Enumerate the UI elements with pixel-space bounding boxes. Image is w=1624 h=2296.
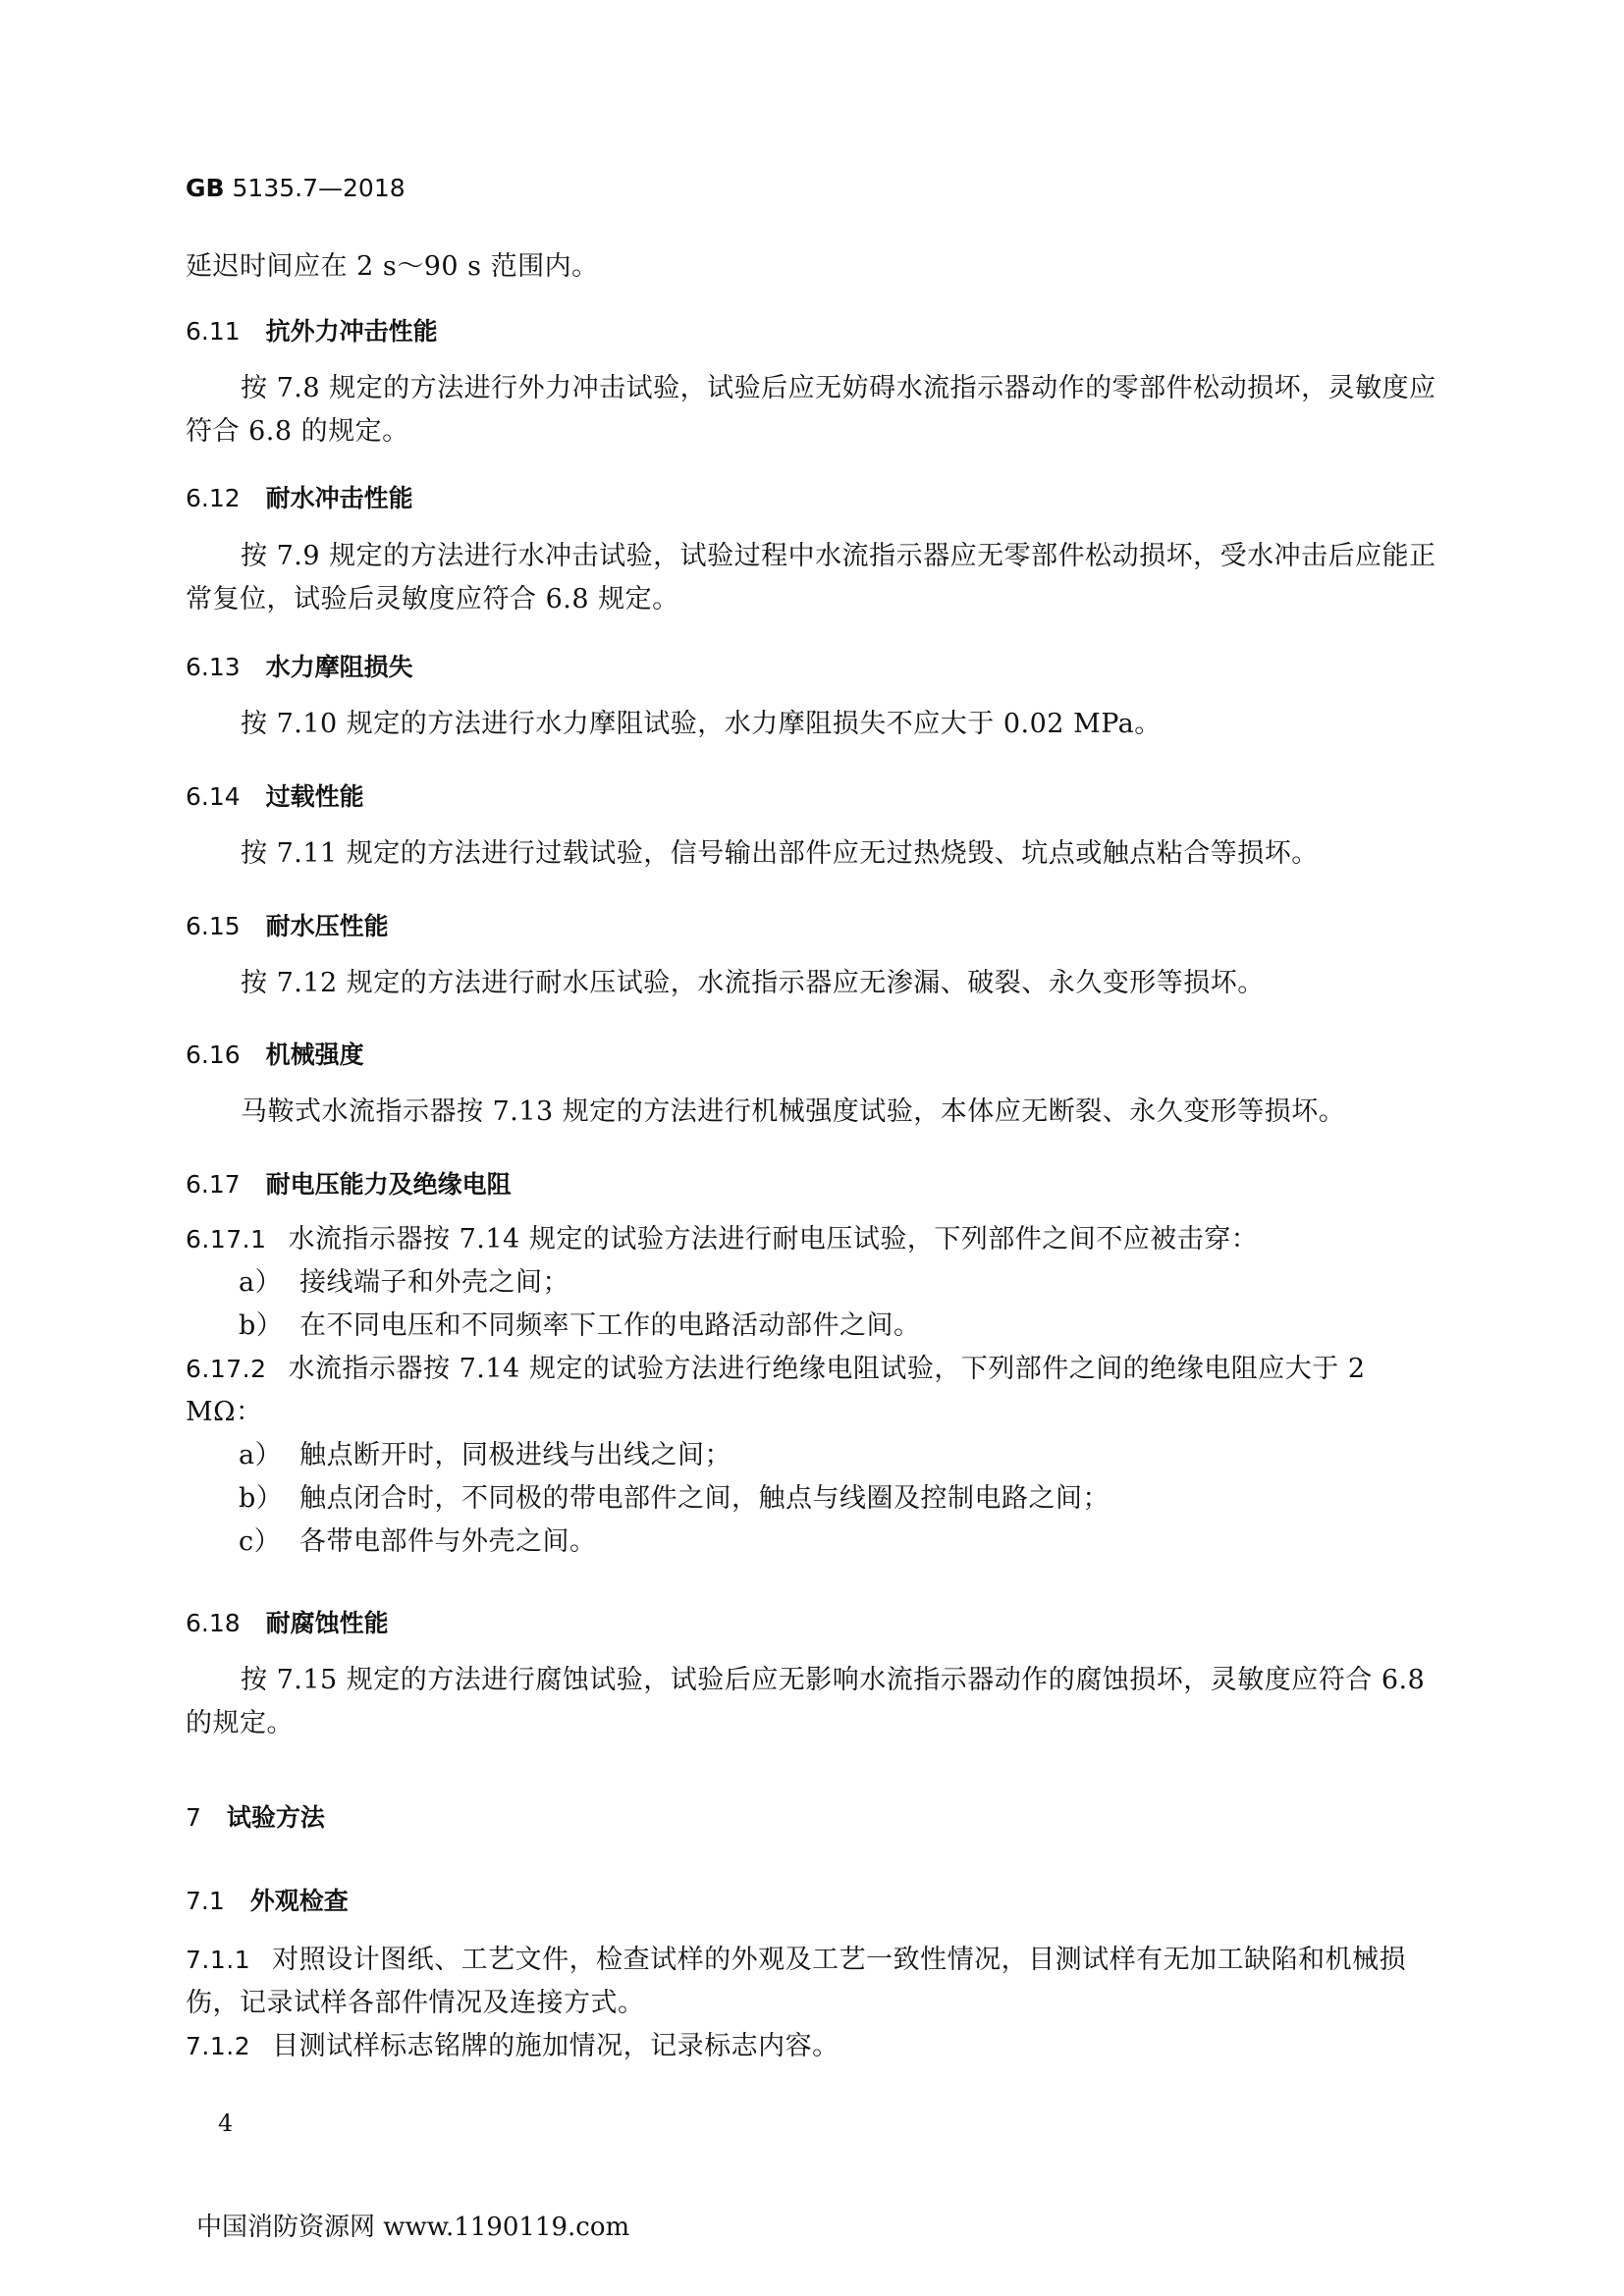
section-title: 耐电压能力及绝缘电阻 (265, 1170, 512, 1199)
list-item-text: 各带电部件与外壳之间。 (299, 1526, 597, 1557)
section-title: 机械强度 (265, 1041, 364, 1069)
section-number: 6.15 (186, 912, 241, 940)
list-item (239, 1434, 731, 1477)
clause-text: 水流指示器按 7.14 规定的试验方法进行绝缘电阻试验，下列部件之间的绝缘电阻应大于 2 MΩ： (186, 1354, 1366, 1427)
clause-6-17-1 (186, 1218, 1448, 1261)
clause-text: 对照设计图纸、工艺文件，检查试样的外观及工艺一致性情况，目测试样有无加工缺陷和机械损伤，记录试样各部件情况及连接方式。 (186, 1945, 1407, 2018)
standard-number: 5135.7—2018 (232, 174, 406, 202)
section-number: 7.1 (186, 1887, 225, 1915)
clause-number: 6.17.2 (186, 1355, 267, 1383)
list-item (239, 1521, 597, 1564)
section-body: 按 7.15 规定的方法进行腐蚀试验，试验后应无影响水流指示器动作的腐蚀损坏，灵敏度应符合 6.8 的规定。 (186, 1665, 1426, 1738)
chapter-number: 7 (186, 1803, 201, 1832)
section-heading (186, 312, 1448, 351)
section-title: 耐腐蚀性能 (265, 1609, 389, 1637)
list-item (239, 1305, 921, 1348)
clause-number: 7.1.2 (186, 2032, 251, 2060)
section-heading (186, 648, 1448, 687)
list-marker: b） (239, 1483, 284, 1514)
clause-number: 6.17.1 (186, 1225, 267, 1254)
list-item-text: 触点断开时，同极进线与出线之间； (299, 1440, 731, 1470)
section-heading (186, 479, 1448, 518)
page-number: 4 (218, 2109, 234, 2137)
list-marker: a） (239, 1440, 283, 1470)
list-item-text: 触点闭合时，不同极的带电部件之间，触点与线圈及控制电路之间； (299, 1483, 1110, 1514)
section-title: 耐水压性能 (265, 912, 389, 940)
section-body: 按 7.11 规定的方法进行过载试验，信号输出部件应无过热烧毁、坑点或触点粘合等损坏。 (241, 838, 1319, 869)
chapter-heading (186, 1798, 1448, 1838)
section-heading (186, 907, 1448, 946)
section-title: 抗外力冲击性能 (265, 317, 438, 346)
clause-text: 目测试样标志铭牌的施加情况，记录标志内容。 (272, 2031, 839, 2061)
section-body: 按 7.12 规定的方法进行耐水压试验，水流指示器应无渗漏、破裂、永久变形等损坏。 (241, 968, 1265, 998)
clause-7-1-2 (186, 2025, 1448, 2068)
section-body: 按 7.8 规定的方法进行外力冲击试验，试验后应无妨碍水流指示器动作的零部件松动损坏，灵敏度应符合 6.8 的规定。 (186, 373, 1436, 447)
section-title: 外观检查 (249, 1887, 349, 1915)
section-heading (186, 777, 1448, 817)
section-title: 耐水冲击性能 (265, 484, 413, 512)
clause-number: 7.1.1 (186, 1946, 251, 1974)
list-marker: c） (239, 1526, 282, 1557)
section-number: 6.17 (186, 1170, 241, 1199)
list-item (239, 1261, 569, 1305)
section-heading (186, 1882, 1448, 1921)
chapter-title: 试验方法 (226, 1803, 325, 1832)
list-item (239, 1477, 1110, 1521)
section-heading (186, 1036, 1448, 1075)
section-body: 按 7.9 规定的方法进行水冲击试验，试验过程中水流指示器应无零部件松动损坏，受水冲击后应能正常复位，试验后灵敏度应符合 6.8 规定。 (186, 541, 1436, 614)
standard-prefix: GB (186, 174, 225, 202)
clause-7-1-1 (186, 1939, 1448, 2025)
standard-header (186, 174, 406, 202)
section-body: 马鞍式水流指示器按 7.13 规定的方法进行机械强度试验，本体应无断裂、永久变形等损坏。 (241, 1096, 1346, 1127)
section-title: 过载性能 (265, 782, 364, 811)
section-number: 6.16 (186, 1041, 241, 1069)
section-number: 6.13 (186, 653, 241, 681)
list-item-text: 接线端子和外壳之间； (299, 1267, 569, 1298)
section-title: 水力摩阻损失 (265, 653, 413, 681)
clause-6-17-2 (186, 1348, 1448, 1434)
list-marker: b） (239, 1310, 284, 1341)
clause-text: 水流指示器按 7.14 规定的试验方法进行耐电压试验，下列部件之间不应被击穿： (288, 1224, 1259, 1255)
list-item-text: 在不同电压和不同频率下工作的电路活动部件之间。 (299, 1310, 921, 1341)
section-number: 6.11 (186, 317, 241, 346)
section-body: 按 7.10 规定的方法进行水力摩阻试验，水力摩阻损失不应大于 0.02 MPa。 (241, 709, 1162, 739)
footer-watermark: 中国消防资源网 www.1190119.com (196, 2213, 630, 2242)
section-number: 6.18 (186, 1609, 241, 1637)
section-heading (186, 1604, 1448, 1643)
intro-line: 延迟时间应在 2 s～90 s 范围内。 (186, 251, 599, 282)
section-number: 6.12 (186, 484, 241, 512)
list-marker: a） (239, 1267, 283, 1298)
section-heading (186, 1165, 1448, 1204)
section-number: 6.14 (186, 782, 241, 811)
